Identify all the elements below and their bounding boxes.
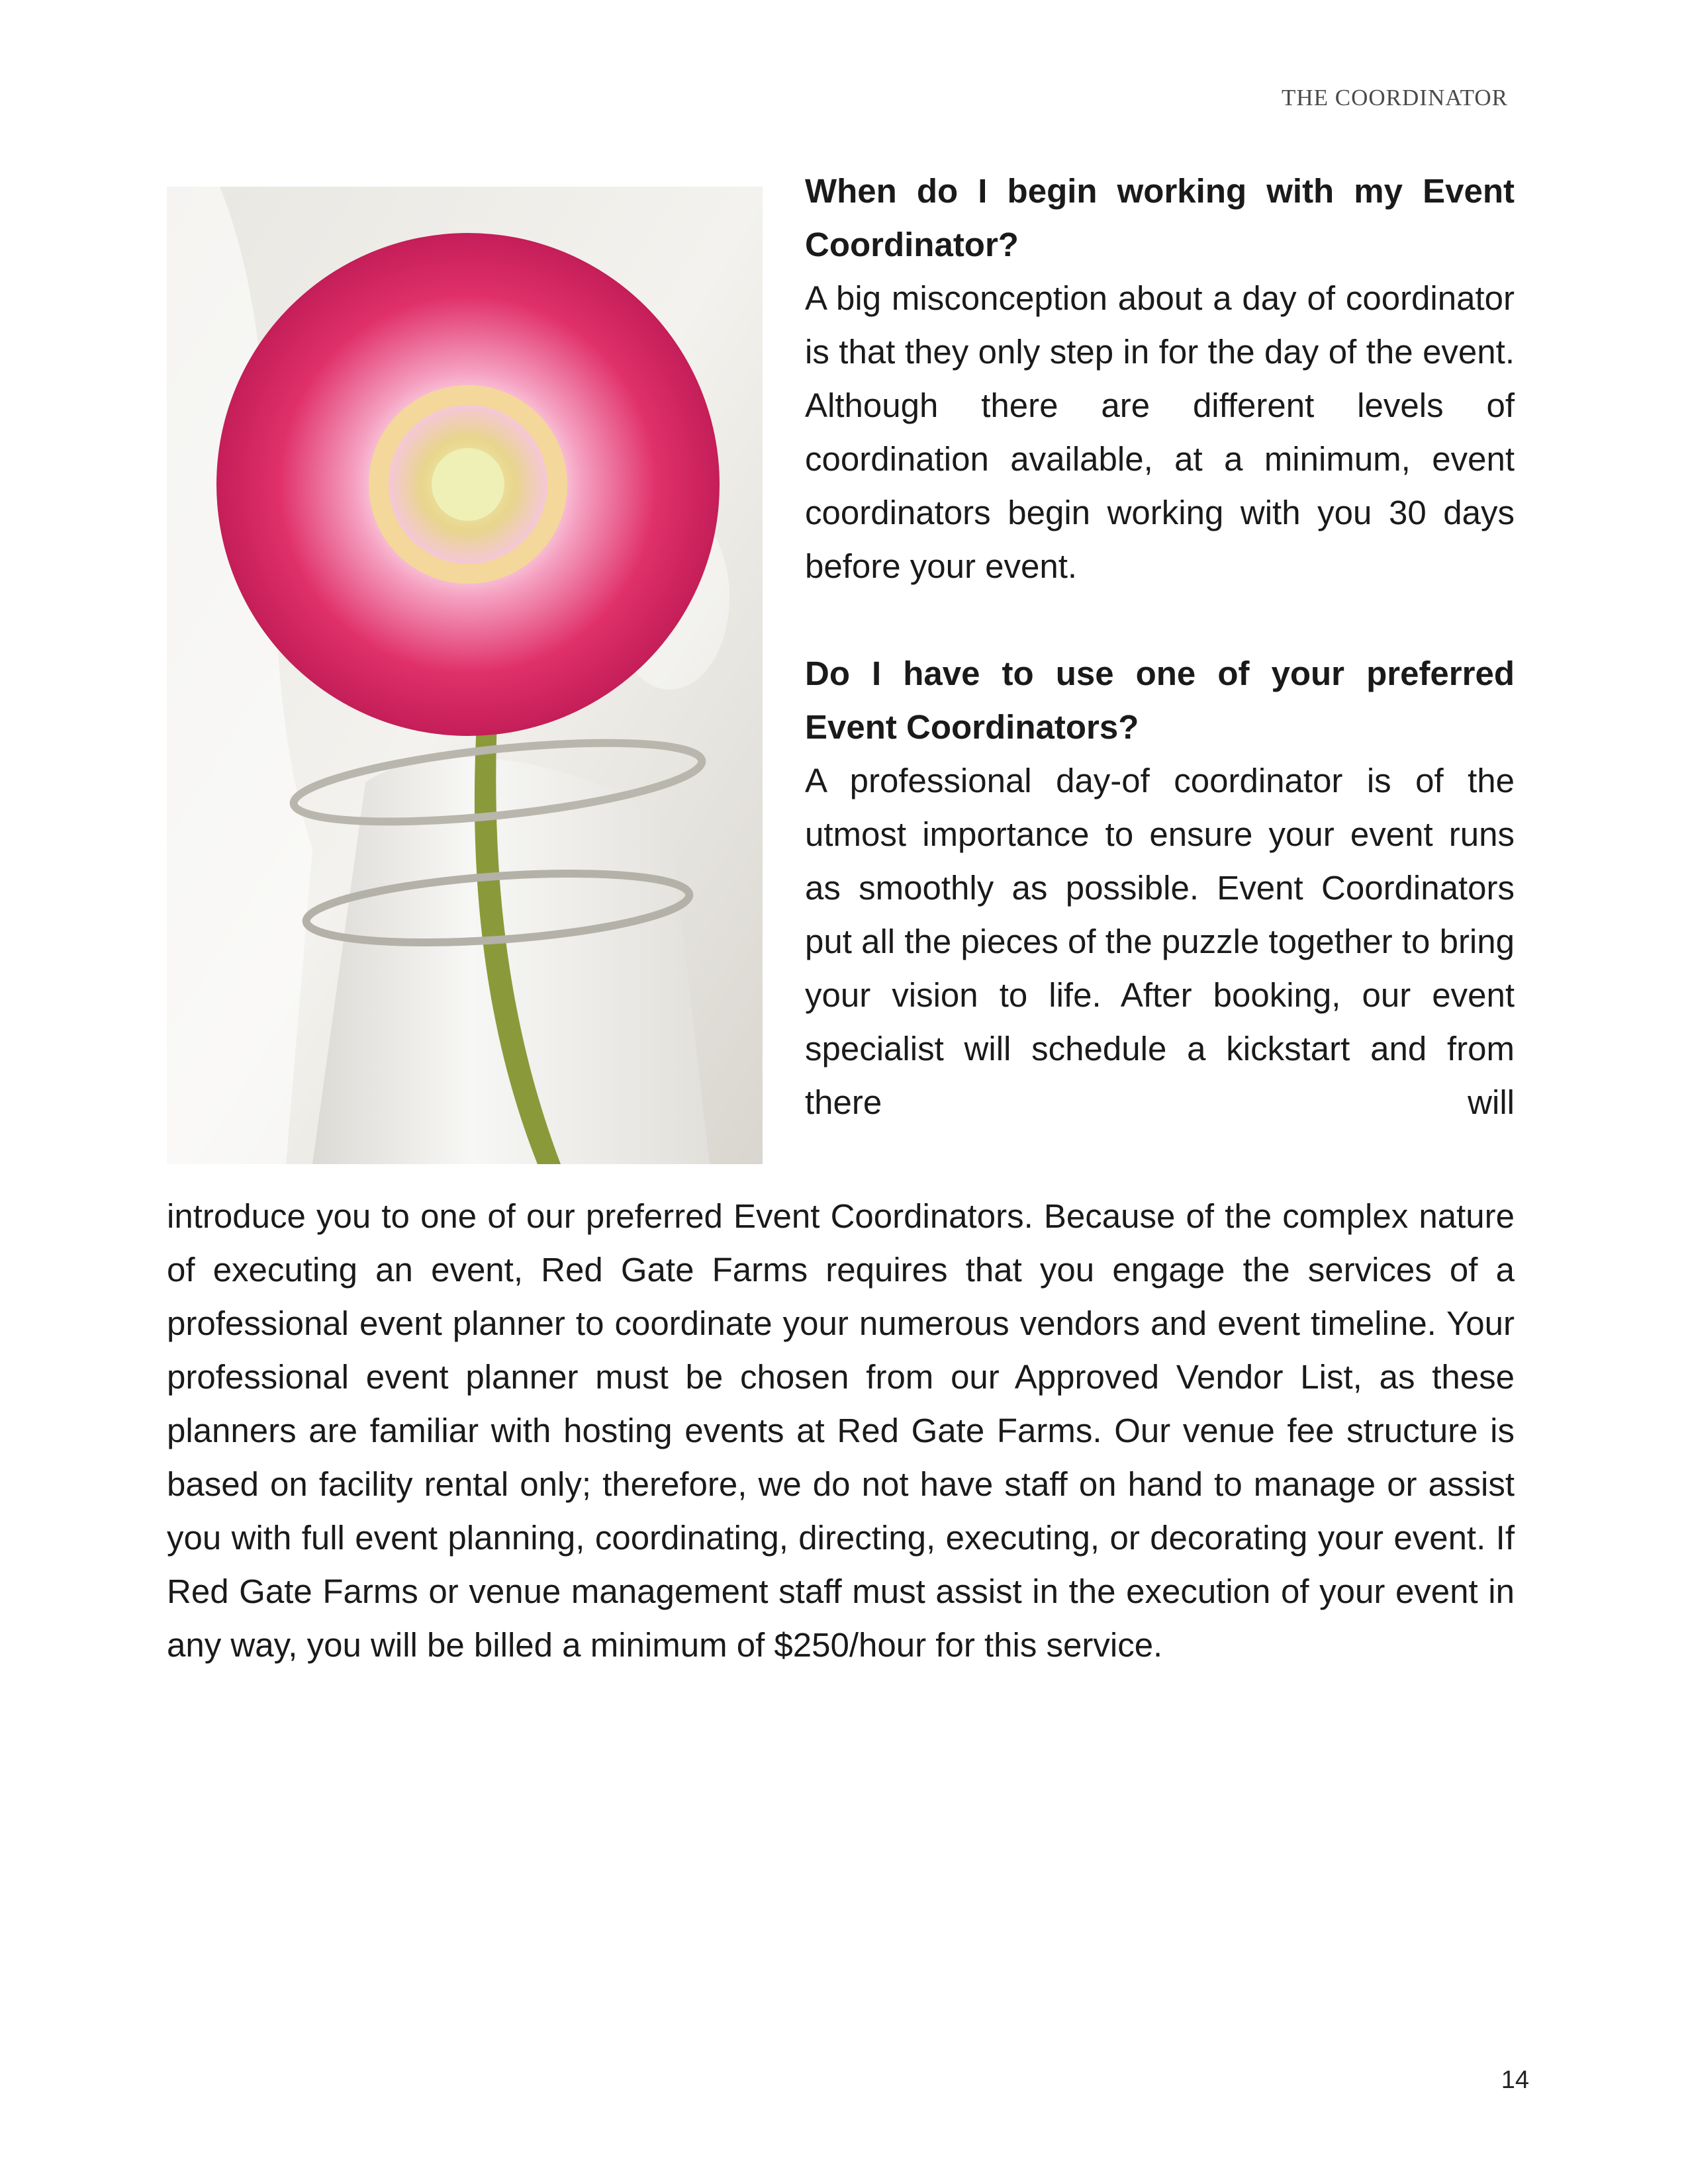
question-heading: Do I have to use one of your preferred Event Coordinators? [805, 655, 1515, 746]
running-head: THE COORDINATOR [1282, 85, 1508, 111]
answer-paragraph: A professional day-of coordinator is of the utmost importance to ensure your event runs as smoothly as possible. Event Coordinators put all the pieces of the puzzle together to bring your vision to life. After booking, our event specialist will schedule a kickstart and from there will [805, 762, 1515, 1121]
page-number: 14 [1501, 2066, 1529, 2094]
faq-right-column [805, 164, 1515, 1129]
question-heading: When do I begin working with my Event Coordinator? [805, 172, 1515, 263]
paragraph-spacer [805, 593, 1515, 647]
gerbera-napkin-photo [167, 187, 763, 1164]
flower-illustration [167, 187, 763, 1164]
answer-continuation: introduce you to one of our preferred Event Coordinators. Because of the complex nature of executing an event, Red Gate Farms requires that you engage the services of a professional event planner to coordinate your numerous vendors and event timeline. Your professional event planner must be chosen from our Approved Vendor List, as these planners are familiar with hosting events at Red Gate Farms. Our venue fee structure is based on facility rental only; therefore, we do not have staff on hand to manage or assist you with full event planning, coordinating, directing, executing, or decorating your event. If Red Gate Farms or venue management staff must assist in the execution of your event in any way, you will be billed a minimum of $250/hour for this service. [167, 1197, 1515, 1664]
answer-paragraph: A big misconception about a day of coordinator is that they only step in for the day of the event. Although there are different levels of coordination available, at a minimum, event coordinators begin working with you 30 days before your event. [805, 279, 1515, 585]
